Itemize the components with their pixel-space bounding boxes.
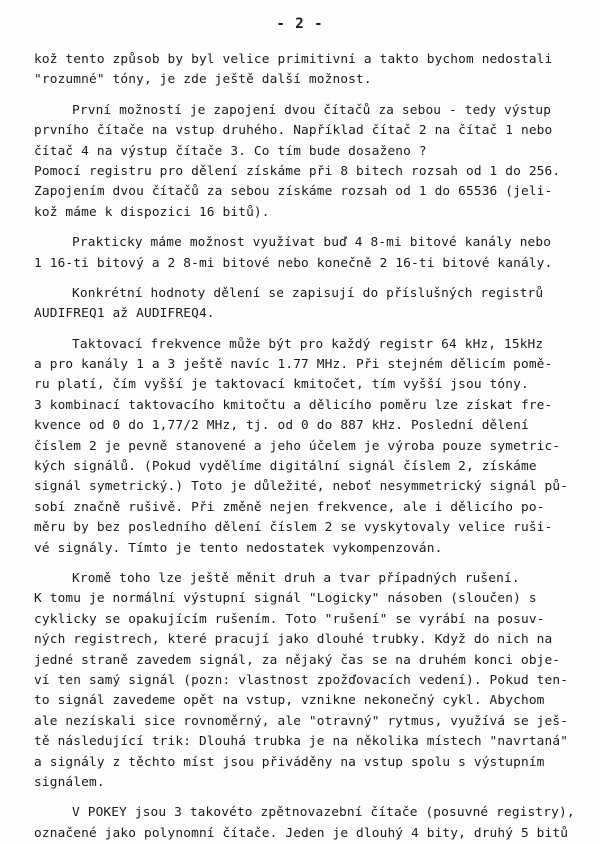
text-line: ných registrech, které pracují jako dlouhé trubky. Když do nich na [34, 632, 553, 648]
paragraph [34, 803, 590, 844]
paragraph-gap [34, 559, 590, 569]
text-line: signálem. [34, 774, 105, 790]
paragraph-gap [34, 91, 590, 101]
text-line: tě následující trik: Dlouhá trubka je na několika místech "navrtaná" [34, 734, 569, 750]
text-line: ale nezískali sice rovnoměrný, ale "otravný" rytmus, využívá se ješ- [34, 713, 569, 729]
page-number: - 2 - [276, 16, 324, 32]
text-line: Kromě toho lze ještě měnit druh a tvar případných rušení. [72, 570, 520, 586]
text-line: a signály z těchto míst jsou přiváděny na vstup spolu s výstupním [34, 754, 545, 770]
paragraph-gap [34, 325, 590, 335]
text-line: kož máme k dispozici 16 bitů). [34, 204, 270, 220]
text-line: ru platí, čím vyšší je taktovací kmitočet, tím vyšší jsou tóny. [34, 377, 529, 393]
text-line: "rozumné" tóny, je zde ještě další možnost. [34, 72, 372, 88]
text-line: Zapojením dvou čítačů za sebou získáme rozsah od 1 do 65536 (jeli- [34, 184, 553, 200]
text-line: kož tento způsob by byl velice primitivní a takto bychom nedostali [34, 52, 553, 67]
paragraph-gap [34, 223, 590, 233]
text-line: Prakticky máme možnost využívat buď 4 8-mi bitové kanály nebo [72, 235, 552, 251]
text-line: kvence od 0 do 1,77/2 MHz, tj. od 0 do 887 kHz. Poslední dělení [34, 418, 529, 434]
text-line: kých signálů. (Pokud vydělíme digitální signál číslem 2, získáme [34, 459, 537, 475]
text-line: označené jako polynomní čítače. Jeden je dlouhý 4 bity, druhý 5 bitů [34, 825, 569, 841]
text-line: sobí značně rušivě. Při změně nejen frekvence, ale i dělicího po- [34, 499, 545, 515]
text-line: jedné straně zavedem signál, za nějaký čas se na druhém konci obje- [34, 652, 561, 668]
paragraph-gap [34, 274, 590, 284]
text-line: Konkrétní hodnoty dělení se zapisují do příslušných registrů [72, 285, 544, 301]
text-line: vé signály. Tímto je tento nedostatek vykompenzován. [34, 540, 443, 556]
text-line: signál symetrický.) Toto je důležité, neboť nesymmetrický signál pů- [34, 479, 569, 495]
text-line: Pomocí registru pro dělení získáme při 8 bitech rozsah od 1 do 256. [34, 163, 561, 179]
text-line: K tomu je normální výstupní signál "Logicky" násoben (sloučen) s [34, 591, 537, 607]
text-line: to signál zavedeme opět na vstup, vznikne nekonečný cykl. Abychom [34, 693, 545, 709]
text-line: měru by bez posledního dělení číslem 2 se vyskytovaly velice ruši- [34, 520, 553, 536]
text-line: Taktovací frekvence může být pro každý registr 64 kHz, 15kHz [72, 336, 544, 352]
text-line: cyklicky se opakujícím rušením. Toto "rušení" se vyrábí na posuv- [34, 611, 545, 627]
text-line: číslem 2 je pevně stanovené a jeho účelem je výroba pouze symetric- [34, 438, 561, 454]
document-body [34, 50, 590, 844]
text-line: a pro kanály 1 a 3 ještě navíc 1.77 MHz. Při stejném dělicím pomě- [34, 357, 553, 373]
paragraph [34, 335, 590, 559]
paragraph-gap [34, 793, 590, 803]
paragraph [34, 284, 590, 325]
text-line: ví ten samý signál (pozn: vlastnost zpožďovacích vedení). Pokud ten- [34, 672, 569, 688]
paragraph [34, 50, 590, 91]
text-line: prvního čítače na vstup druhého. Například čítač 2 na čítač 1 nebo [34, 123, 553, 139]
text-line: První možností je zapojení dvou čítačů za sebou - tedy výstup [72, 102, 552, 118]
text-line: čítač 4 na výstup čítače 3. Co tím bude dosaženo ? [34, 143, 427, 159]
paragraph [34, 233, 590, 274]
text-line: 1 16-ti bitový a 2 8-mi bitové nebo konečně 2 16-ti bitové kanály. [34, 255, 553, 271]
text-line: AUDIFREQ1 až AUDIFREQ4. [34, 306, 215, 322]
paragraph [34, 101, 590, 223]
text-line: 3 kombinací taktovacího kmitočtu a dělicího poměru lze získat fre- [34, 397, 553, 413]
paragraph [34, 569, 590, 793]
text-line: V POKEY jsou 3 takovéto zpětnovazební čítače (posuvné registry), [72, 805, 575, 821]
